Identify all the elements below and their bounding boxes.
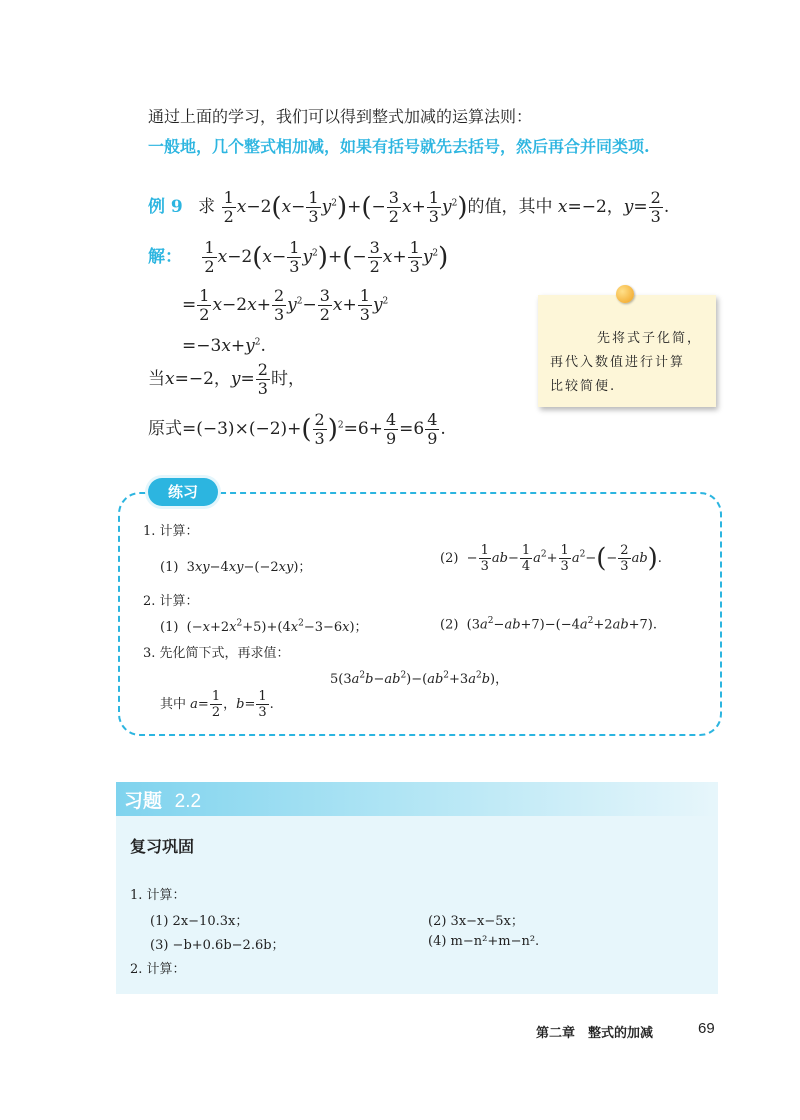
- practice-q2-1: (1) $(-x+2x^2+5)+(4x^2-3-6x)$；: [160, 618, 368, 635]
- result-line: 原式=(−3)×(−2)+( $\frac{2}{3}$ )$^2$=6+ $\frac{4}{9}$ =6 $\frac{4}{9}$ .: [148, 410, 446, 448]
- exercise-item-4: (4) m−n²+m−n².: [428, 934, 540, 949]
- page-number: 69: [698, 1020, 715, 1037]
- practice-q1-1: (1) 3xy−4xy−(−2xy)；: [160, 560, 312, 575]
- practice-tag: 练习: [148, 478, 218, 506]
- tip-note: [538, 295, 716, 407]
- practice-q2-label: 2. 计算：: [143, 594, 199, 609]
- solution-line-3: $=-3x+y^2$.: [182, 336, 266, 356]
- exercise-item-3: (3) −b+0.6b−2.6b；: [150, 938, 285, 953]
- exercise-header-bar: [116, 782, 718, 816]
- exercise-number: 2.2: [174, 791, 202, 812]
- when-text: 当: [148, 369, 165, 389]
- exercise-item-1: (1) 2x−10.3x；: [150, 914, 249, 929]
- footer-chapter: 第二章 整式的加减: [536, 1026, 654, 1041]
- exercise-q1-label: 1. 计算：: [130, 888, 186, 903]
- solution-line-2: = $\frac{1}{2}$ x−2x+ $\frac{2}{3}$ $y^2-$ $\frac{3}{2}$ x+ $\frac{1}{3}$ $y^2$: [182, 286, 389, 324]
- tip-line-1: 先将式子化简，: [596, 331, 702, 346]
- example-label: 例 9: [148, 197, 183, 217]
- practice-q3-expr: $5(3a^2b-ab^2)-(ab^2+3a^2b)$，: [330, 670, 509, 687]
- pin-icon: [616, 285, 634, 303]
- tip-line-3: 比较简便.: [550, 379, 617, 394]
- example-9: 例 9 求 $\frac{1}{2}$ x−2(x− $\frac{1}{3}$ $y^2)+(-$ $\frac{3}{2}$ x+ $\frac{1}{3}$ $y^2$)的值，其中 x=−2，y= $\frac{2}{3}$ .: [148, 188, 670, 226]
- practice-q2-2: (2) $(3a^2-ab+7)-(-4a^2+2ab+7)$.: [440, 616, 658, 633]
- example-prompt: 求: [198, 197, 216, 217]
- tip-line-2: 再代入数值进行计算: [550, 355, 686, 370]
- substitution-line: 当x=−2，y= $\frac{2}{3}$ 时，: [148, 360, 305, 398]
- solution-line-1: 解： $\frac{1}{2}$ x−2(x− $\frac{1}{3}$ $y^2)+(-$ $\frac{3}{2}$ x+ $\frac{1}{3}$ $y^2$): [148, 238, 449, 276]
- where-label: 其中: [160, 697, 187, 712]
- rule-statement: 一般地，几个整式相加减，如果有括号就先去括号，然后再合并同类项.: [148, 137, 650, 156]
- exercise-q2-label: 2. 计算：: [130, 962, 186, 977]
- exercise-header: [124, 786, 201, 813]
- solution-label: 解：: [148, 247, 182, 267]
- exercise-header-label: 习题: [124, 790, 163, 812]
- when-suffix: 时，: [270, 369, 305, 389]
- practice-q1-label: 1. 计算：: [143, 524, 199, 539]
- orig-label: 原式: [148, 419, 182, 439]
- exercise-section-title: 复习巩固: [130, 837, 195, 856]
- practice-q3-where: 其中 a= $\frac{1}{2}$ ，b= $\frac{1}{3}$ .: [160, 689, 274, 720]
- intro-text: 通过上面的学习，我们可以得到整式加减的运算法则：: [148, 107, 533, 126]
- practice-q3-label: 3. 先化简下式，再求值：: [143, 646, 290, 661]
- exercise-item-2: (2) 3x−x−5x；: [428, 914, 524, 929]
- practice-q1-2: (2) − $\frac{1}{3}$ ab− $\frac{1}{4}$ $a^2+$ $\frac{1}{3}$ $a^2-(-$ $\frac{2}{3}$ ab).: [440, 543, 662, 574]
